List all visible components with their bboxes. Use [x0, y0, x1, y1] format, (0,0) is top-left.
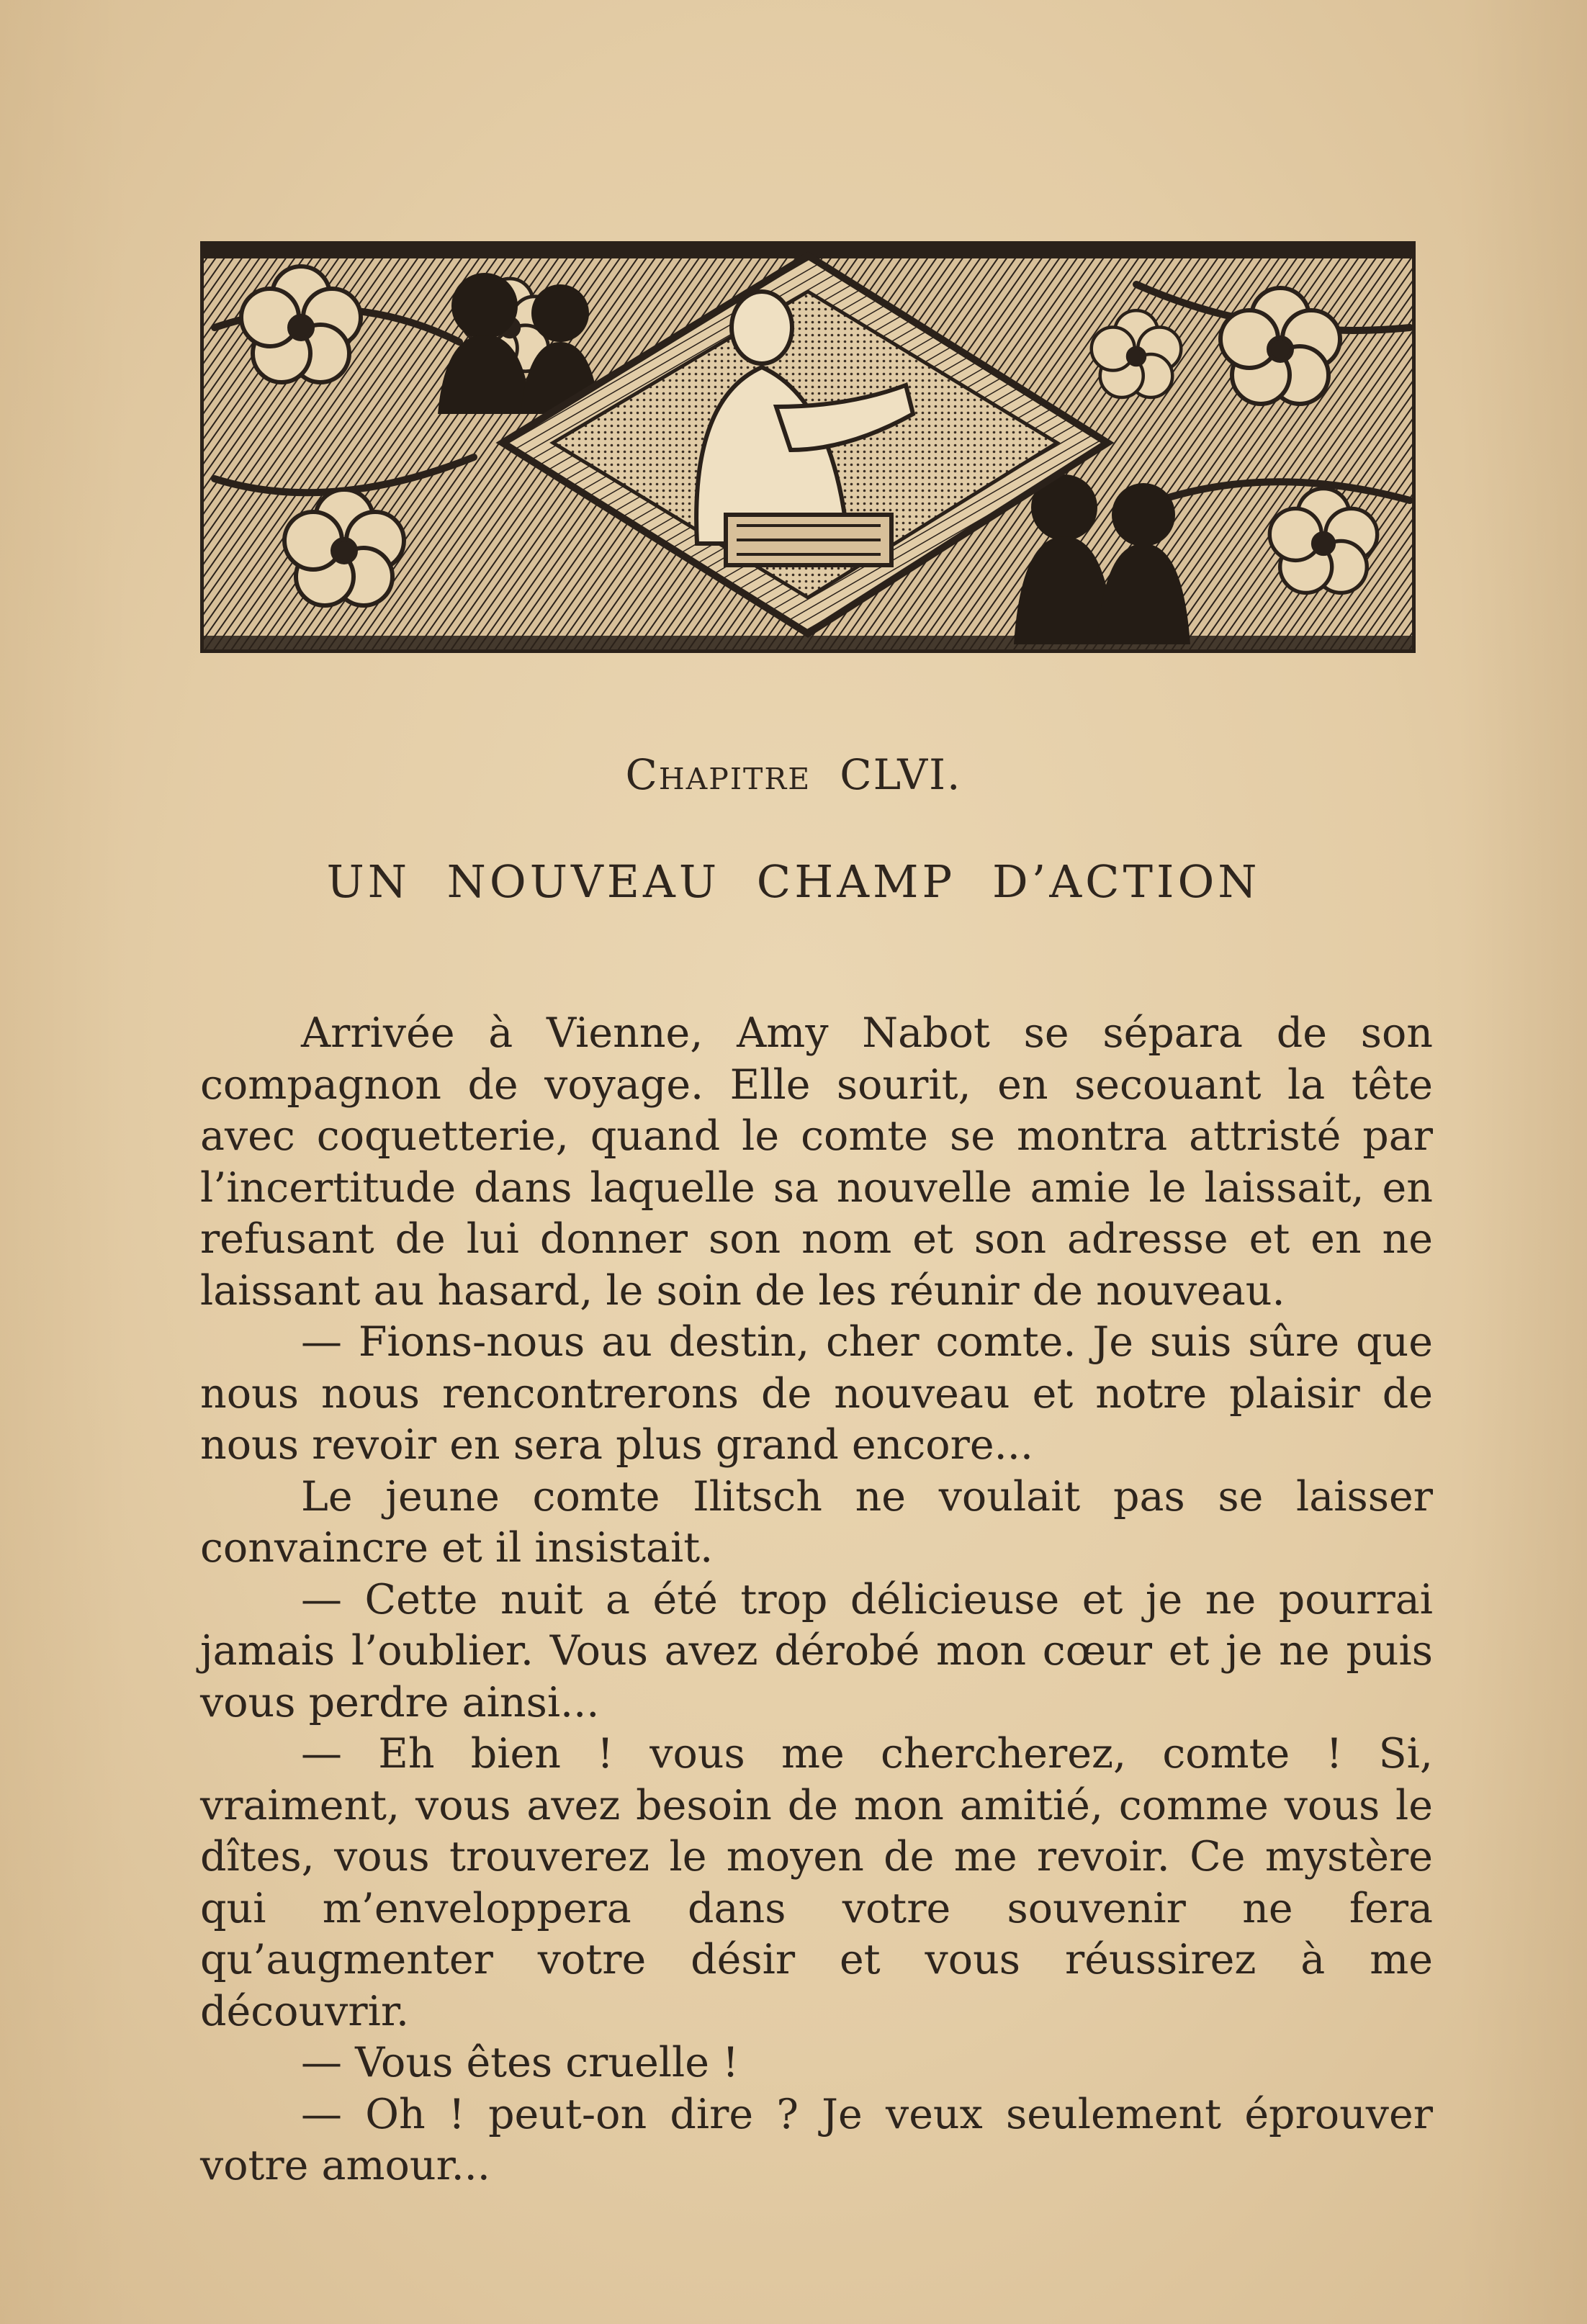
paragraph: Arrivée à Vienne, Amy Nabot se sépara de son compagnon de voyage. Elle sourit, en secouant la tête avec coquetterie, quand le comte se montra attristé par l’incertitude dans laquelle sa nouvelle amie le laissait, en refusant de lui donner son nom et son adresse et en ne laissant au hasard, le soin de les réunir de nouveau. — [200, 1009, 1433, 1315]
chapter-body — [200, 1008, 1433, 2192]
paragraph: — Fions-nous au destin, cher comte. Je suis sûre que nous nous rencontrerons de nouveau et notre plaisir de nous revoir en sera plus grand encore... — [200, 1318, 1433, 1469]
chapter-label-word: Chapitre — [625, 750, 812, 799]
chapter-roman-numeral: CLVI. — [840, 750, 962, 799]
chapter-title: UN NOUVEAU CHAMP D’ACTION — [326, 855, 1261, 908]
paragraph: Le jeune comte Ilitsch ne voulait pas se laisser convaincre et il insistait. — [200, 1472, 1433, 1572]
decorative-headpiece-illustration — [200, 241, 1416, 653]
paragraph: — Eh bien ! vous me chercherez, comte ! Si, vraiment, vous avez besoin de mon amitié, comme vous le dîtes, vous trouverez le moyen de me revoir. Ce mystère qui m’enveloppera dans votre souvenir ne fera qu’augmenter votre désir et vous réussirez à me découvrir. — [200, 1730, 1433, 2035]
paragraph: — Cette nuit a été trop délicieuse et je ne pourrai jamais l’oublier. Vous avez dérobé mon cœur et je ne puis vous perdre ainsi... — [200, 1575, 1433, 1726]
paragraph: — Vous êtes cruelle ! — [301, 2039, 739, 2086]
chapter-number — [0, 750, 1587, 799]
paragraph: — Oh ! peut-on dire ? Je veux seulement éprouver votre amour... — [200, 2090, 1433, 2189]
